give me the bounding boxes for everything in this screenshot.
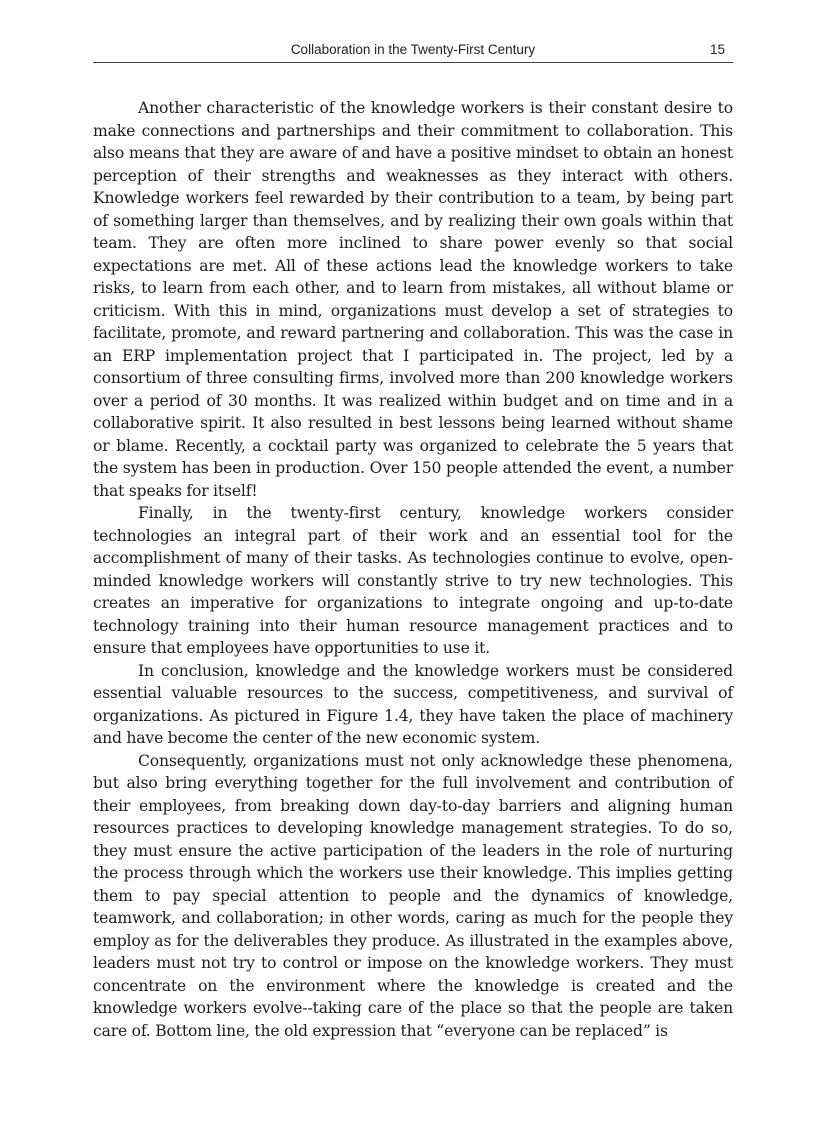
running-title: Collaboration in the Twenty-First Century xyxy=(290,42,536,57)
paragraph: Another characteristic of the knowledge workers is their constant desire to make connections and partnerships and their commitment to collaboration. This also means that they are aware of and have a positive mindset to obtain an honest perception of their strengths and weaknesses as they interact with others. Knowledge workers feel rewarded by their contribution to a team, by being part of something larger than themselves, and by realizing their own goals within that team. They are often more inclined to share power evenly so that social expectations are met. All of these actions lead the knowledge workers to take risks, to learn from each other, and to learn from mistakes, all without blame or criticism. With this in mind, organizations must develop a set of strategies to facilitate, promote, and reward partnering and collaboration. This was the case in an ERP implementation project that I participated in. The project, led by a consortium of three consulting firms, involved more than 200 knowledge workers over a period of 30 months. It was realized within budget and on time and in a collaborative spirit. It also resulted in best lessons being learned without shame or blame. Recently, a cocktail party was organized to celebrate the 5 years that the system has been in production. Over 150 people attended the event, a number that speaks for itself! xyxy=(93,99,733,500)
page-number: 15 xyxy=(709,42,725,57)
paragraph: Consequently, organizations must not only acknowledge these phenomena, but also bring everything together for the full involvement and contribution of their employees, from breaking down day-to-day barriers and aligning human resources practices to developing knowledge management strategies. To do so, they must ensure the active participation of the leaders in the role of nurturing the process through which the workers use their knowledge. This implies getting them to pay special attention to people and the dynamics of knowledge, teamwork, and collaboration; in other words, caring as much for the people they employ as for the deliverables they produce. As illustrated in the examples above, leaders must not try to control or impose on the knowledge workers. They must concentrate on the environment where the knowledge is created and the knowledge workers evolve--taking care of the place so that the people are taken care of. Bottom line, the old expression that “everyone can be replaced” is xyxy=(93,751,733,1040)
paragraph: In conclusion, knowledge and the knowledge workers must be considered essential valuable resources to the success, competitiveness, and survival of organizations. As pictured in Figure 1.4, they have taken the place of machinery and have become the center of the new economic system. xyxy=(93,661,733,747)
paragraph: Finally, in the twenty-first century, knowledge workers consider technologies an integral part of their work and an essential tool for the accomplishment of many of their tasks. As technologies continue to evolve, open-minded knowledge workers will constantly strive to try new technologies. This creates an imperative for organizations to integrate ongoing and up-to-date technology training into their human resource management practices and to ensure that employees have opportunities to use it. xyxy=(93,504,733,657)
body-text xyxy=(93,97,733,1042)
running-header xyxy=(93,40,733,63)
